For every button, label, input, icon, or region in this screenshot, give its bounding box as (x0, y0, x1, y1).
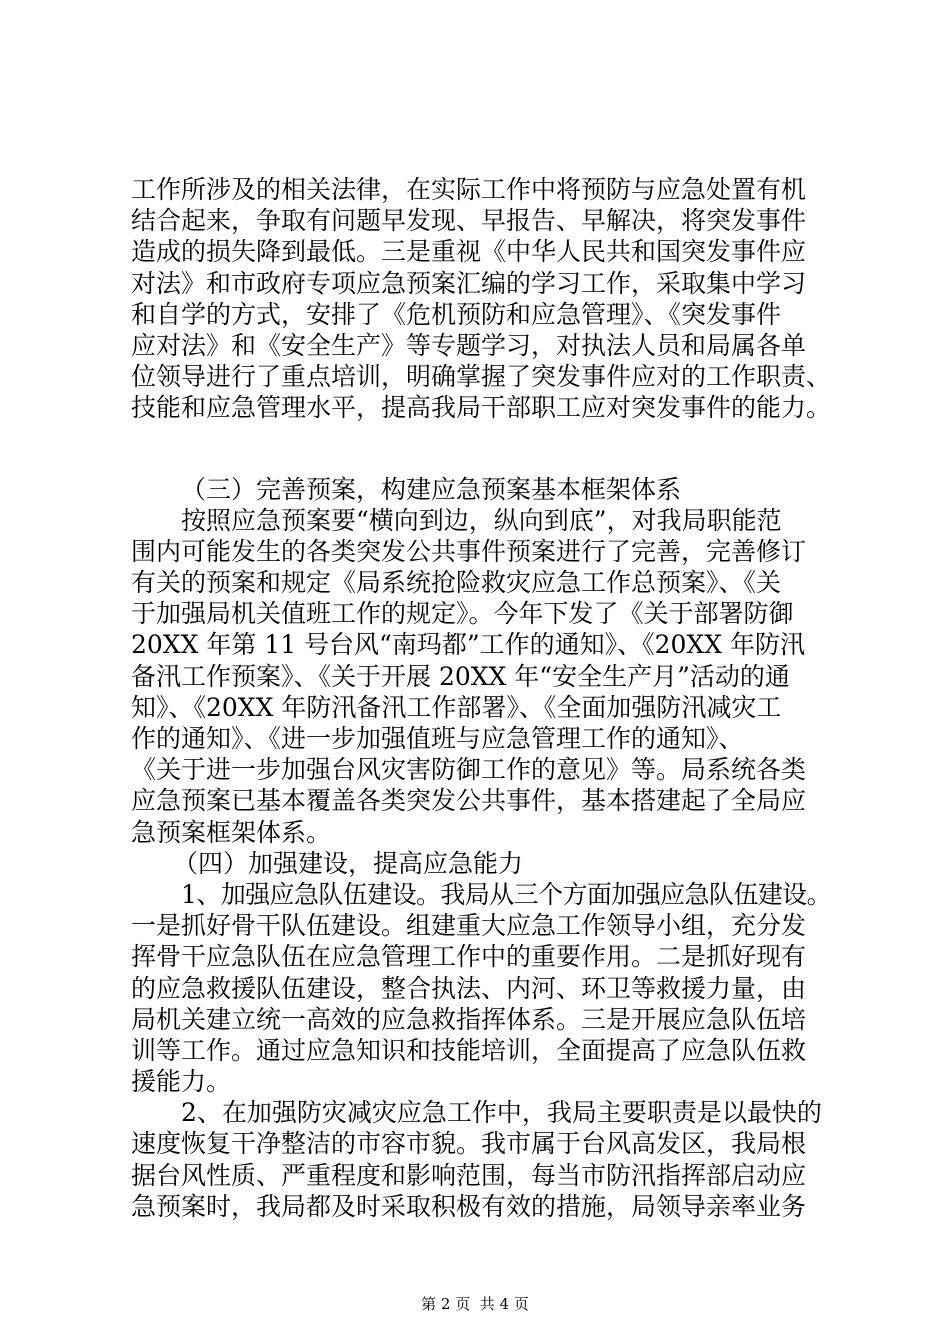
paragraph-gap (131, 424, 831, 474)
text-line: 对法》和市政府专项应急预案汇编的学习工作，采取集中学习 (131, 268, 807, 298)
text-line: 训等工作。通过应急知识和技能培训，全面提高了应急队伍救 (131, 1035, 807, 1065)
document-body (131, 174, 831, 1222)
text-line: 的应急救援队伍建设，整合执法、内河、环卫等救援力量，由 (131, 973, 807, 1003)
paragraph-2 (131, 505, 831, 848)
text-line: 局机关建立统一高效的应急救指挥体系。三是开展应急队伍培 (131, 1004, 807, 1034)
text-line: 按照应急预案要“横向到边，纵向到底”，对我局职能范 (181, 505, 782, 535)
text-line: 援能力。 (131, 1067, 232, 1097)
section-heading-3: （三）完善预案，构建应急预案基本框架体系 (181, 474, 682, 504)
text-line: 围内可能发生的各类突发公共事件预案进行了完善，完善修订 (131, 536, 807, 566)
text-line: 位领导进行了重点培训，明确掌握了突发事件应对的工作职责、 (131, 362, 831, 392)
text-line: 一是抓好骨干队伍建设。组建重大应急工作领导小组，充分发 (131, 911, 807, 941)
text-line: 挥骨干应急队伍在应急管理工作中的重要作用。二是抓好现有 (131, 942, 807, 972)
paragraph-3 (131, 879, 831, 1097)
text-line: 于加强局机关值班工作的规定》。今年下发了《关于部署防御 (131, 599, 794, 629)
text-line: 结合起来，争取有问题早发现、早报告、早解决，将突发事件 (131, 206, 807, 236)
paragraph-1 (131, 174, 831, 424)
text-line: 1、加强应急队伍建设。我局从三个方面加强应急队伍建设。 (181, 879, 831, 909)
text-line: 《关于进一步加强台风灾害防御工作的意见》等。局系统各类 (131, 755, 807, 785)
paragraph-4 (131, 1097, 831, 1222)
text-line: 据台风性质、严重程度和影响范围，每当市防汛指挥部启动应 (131, 1160, 807, 1190)
text-line: 应对法》和《安全生产》等专题学习，对执法人员和局属各单 (131, 330, 807, 360)
text-line: 有关的预案和规定《局系统抢险救灾应急工作总预案》、《关 (131, 568, 782, 598)
text-line: 应急预案已基本覆盖各类突发公共事件，基本搭建起了全局应 (131, 786, 807, 816)
page-number-footer: 第 2 页 共 4 页 (421, 1295, 529, 1313)
text-line: 备汛工作预案》、《关于开展 20XX 年“安全生产月”活动的通 (131, 661, 790, 691)
section-heading-4: （四）加强建设，提高应急能力 (173, 848, 524, 878)
text-line: 20XX 年第 11 号台风“南玛都”工作的通知》、《20XX 年防汛 (131, 630, 805, 660)
text-line: 作的通知》、《进一步加强值班与应急管理工作的通知》、 (131, 724, 744, 753)
text-line: 技能和应急管理水平，提高我局干部职工应对突发事件的能力。 (131, 393, 831, 423)
text-line: 速度恢复干净整洁的市容市貌。我市属于台风高发区，我局根 (131, 1129, 807, 1159)
text-line: 和自学的方式，安排了《危机预防和应急管理》、《突发事件 (131, 299, 782, 329)
text-line: 2、在加强防灾减灾应急工作中，我局主要职责是以最快的 (181, 1098, 822, 1128)
text-line: 知》、《20XX 年防汛备汛工作部署》、《全面加强防汛减灾工 (131, 692, 782, 722)
text-line: 急预案时，我局都及时采取积极有效的措施，局领导亲率业务 (131, 1191, 807, 1221)
text-line: 工作所涉及的相关法律，在实际工作中将预防与应急处置有机 (131, 175, 807, 204)
text-line: 急预案框架体系。 (131, 817, 332, 847)
text-line: 造成的损失降到最低。三是重视《中华人民共和国突发事件应 (131, 237, 807, 267)
